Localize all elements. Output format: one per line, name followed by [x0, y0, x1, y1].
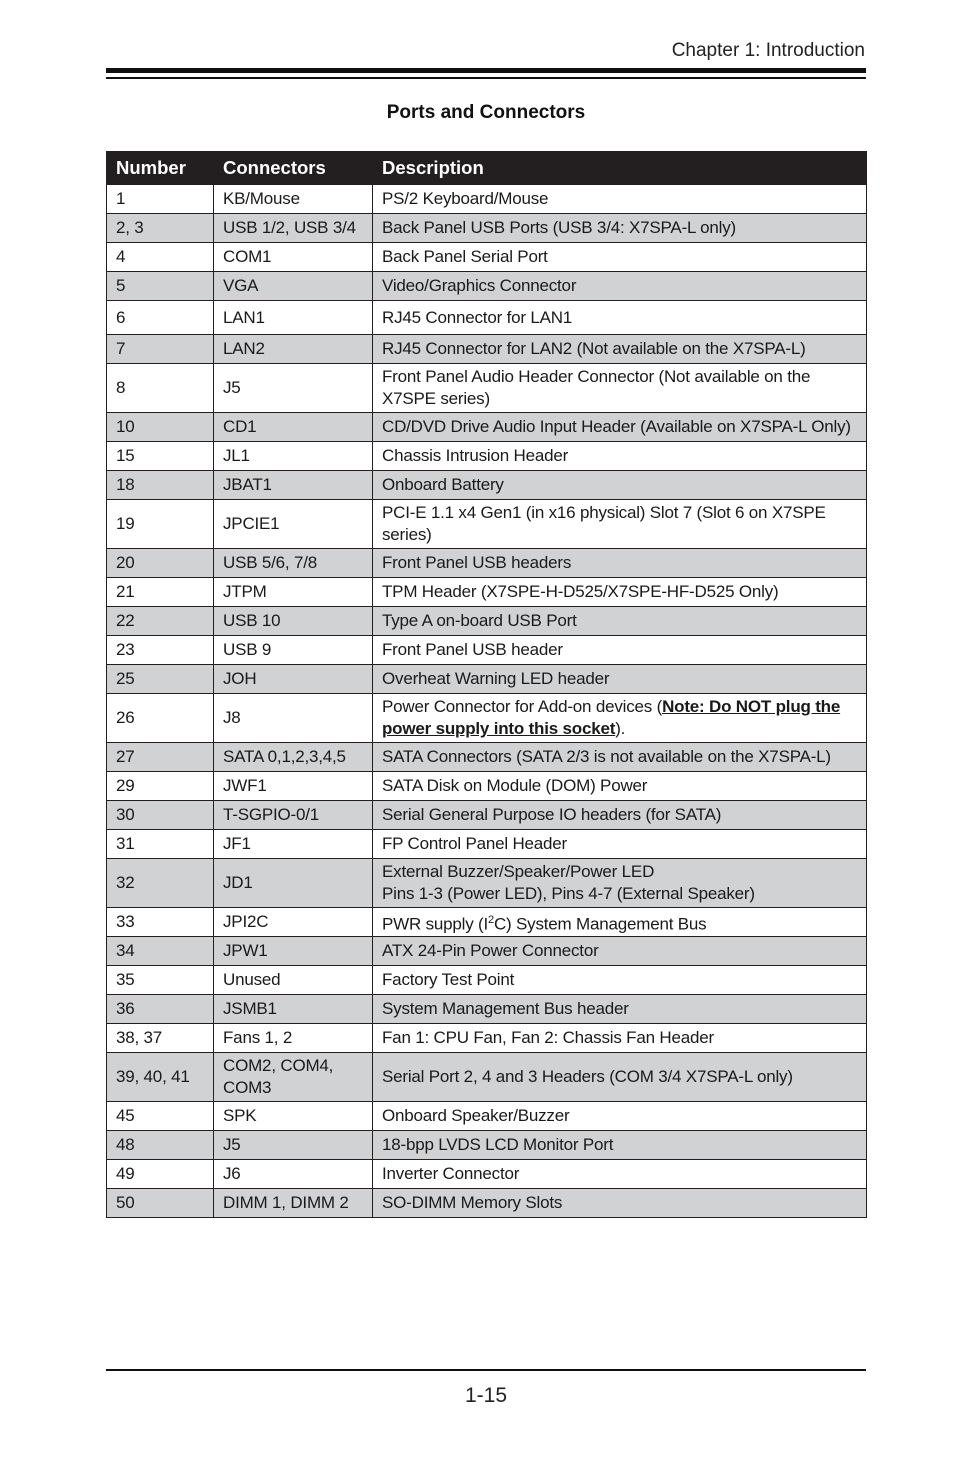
cell-number: 8 — [107, 364, 214, 413]
cell-description: Chassis Intrusion Header — [373, 442, 867, 471]
table-row — [107, 413, 867, 442]
cell-description: PCI-E 1.1 x4 Gen1 (in x16 physical) Slot 7 (Slot 6 on X7SPE series) — [373, 500, 867, 549]
cell-number: 50 — [107, 1189, 214, 1218]
cell-connector: JWF1 — [214, 772, 373, 801]
table-row — [107, 966, 867, 995]
cell-description — [373, 908, 867, 937]
table-row — [107, 442, 867, 471]
cell-description: Onboard Speaker/Buzzer — [373, 1102, 867, 1131]
cell-description: Back Panel Serial Port — [373, 243, 867, 272]
table-row — [107, 364, 867, 413]
cell-description: Type A on-board USB Port — [373, 607, 867, 636]
cell-connector: USB 10 — [214, 607, 373, 636]
cell-number: 25 — [107, 665, 214, 694]
cell-number: 7 — [107, 335, 214, 364]
superscript: 2 — [488, 913, 494, 926]
cell-number: 15 — [107, 442, 214, 471]
cell-number: 20 — [107, 549, 214, 578]
cell-description: SATA Disk on Module (DOM) Power — [373, 772, 867, 801]
cell-number: 34 — [107, 937, 214, 966]
table-row — [107, 859, 867, 908]
cell-description: Back Panel USB Ports (USB 3/4: X7SPA-L only) — [373, 214, 867, 243]
cell-number: 38, 37 — [107, 1024, 214, 1053]
cell-description: RJ45 Connector for LAN1 — [373, 301, 867, 335]
cell-number: 35 — [107, 966, 214, 995]
table-row — [107, 1053, 867, 1102]
cell-number: 48 — [107, 1131, 214, 1160]
cell-description: Factory Test Point — [373, 966, 867, 995]
cell-connector: JBAT1 — [214, 471, 373, 500]
cell-connector: JPI2C — [214, 908, 373, 937]
table-row — [107, 1102, 867, 1131]
cell-connector: LAN2 — [214, 335, 373, 364]
table-row — [107, 636, 867, 665]
cell-connector: USB 1/2, USB 3/4 — [214, 214, 373, 243]
cell-connector: J5 — [214, 364, 373, 413]
cell-connector: LAN1 — [214, 301, 373, 335]
cell-number: 21 — [107, 578, 214, 607]
cell-description — [373, 859, 867, 908]
column-header-connectors: Connectors — [214, 152, 373, 185]
description-line: External Buzzer/Speaker/Power LED — [382, 862, 655, 881]
table-row — [107, 272, 867, 301]
cell-connector: T-SGPIO-0/1 — [214, 801, 373, 830]
page-number: 1-15 — [464, 1384, 508, 1407]
cell-number: 30 — [107, 801, 214, 830]
cell-connector: JPW1 — [214, 937, 373, 966]
cell-description: Inverter Connector — [373, 1160, 867, 1189]
table-row — [107, 772, 867, 801]
cell-number: 19 — [107, 500, 214, 549]
cell-number: 29 — [107, 772, 214, 801]
cell-description: Onboard Battery — [373, 471, 867, 500]
cell-description: Serial Port 2, 4 and 3 Headers (COM 3/4 X7SPA-L only) — [373, 1053, 867, 1102]
cell-description — [373, 694, 867, 743]
cell-connector: SATA 0,1,2,3,4,5 — [214, 743, 373, 772]
cell-connector: J8 — [214, 694, 373, 743]
cell-description: ATX 24-Pin Power Connector — [373, 937, 867, 966]
footer-rule — [106, 1369, 866, 1371]
cell-connector: KB/Mouse — [214, 185, 373, 214]
cell-number: 31 — [107, 830, 214, 859]
table-row — [107, 694, 867, 743]
cell-connector: DIMM 1, DIMM 2 — [214, 1189, 373, 1218]
warning-note: Note: Do NOT plug the power supply into this socket — [382, 697, 841, 738]
cell-connector: JOH — [214, 665, 373, 694]
description-text: ). — [615, 719, 626, 738]
cell-description: Overheat Warning LED header — [373, 665, 867, 694]
table-row — [107, 1131, 867, 1160]
cell-connector: JD1 — [214, 859, 373, 908]
cell-connector: COM2, COM4, COM3 — [214, 1053, 373, 1102]
cell-connector: J6 — [214, 1160, 373, 1189]
cell-description: Serial General Purpose IO headers (for SATA) — [373, 801, 867, 830]
cell-connector: Unused — [214, 966, 373, 995]
description-text: Power Connector for Add-on devices ( — [382, 697, 663, 716]
cell-number: 45 — [107, 1102, 214, 1131]
header-rule-thin — [106, 77, 866, 79]
cell-number: 22 — [107, 607, 214, 636]
cell-number: 32 — [107, 859, 214, 908]
cell-number: 18 — [107, 471, 214, 500]
cell-number: 27 — [107, 743, 214, 772]
cell-number: 5 — [107, 272, 214, 301]
table-title: Ports and Connectors — [386, 102, 586, 123]
table-header-row — [107, 152, 867, 185]
cell-number: 10 — [107, 413, 214, 442]
description-text: C) System Management Bus — [493, 914, 707, 934]
cell-connector: USB 5/6, 7/8 — [214, 549, 373, 578]
table-row — [107, 801, 867, 830]
table-row — [107, 549, 867, 578]
cell-connector: SPK — [214, 1102, 373, 1131]
cell-connector: CD1 — [214, 413, 373, 442]
cell-description: RJ45 Connector for LAN2 (Not available on the X7SPA-L) — [373, 335, 867, 364]
cell-number: 49 — [107, 1160, 214, 1189]
cell-description: FP Control Panel Header — [373, 830, 867, 859]
cell-connector: Fans 1, 2 — [214, 1024, 373, 1053]
description-text: PWR supply (I — [382, 914, 489, 934]
table-row — [107, 214, 867, 243]
table-row — [107, 937, 867, 966]
cell-description: Fan 1: CPU Fan, Fan 2: Chassis Fan Header — [373, 1024, 867, 1053]
table-row — [107, 995, 867, 1024]
cell-connector: COM1 — [214, 243, 373, 272]
cell-description: PS/2 Keyboard/Mouse — [373, 185, 867, 214]
ports-connectors-table — [106, 151, 867, 1218]
chapter-heading: Chapter 1: Introduction — [671, 40, 865, 61]
cell-description: SO-DIMM Memory Slots — [373, 1189, 867, 1218]
cell-description: CD/DVD Drive Audio Input Header (Available on X7SPA-L Only) — [373, 413, 867, 442]
cell-number: 6 — [107, 301, 214, 335]
table-row — [107, 1024, 867, 1053]
cell-connector: JL1 — [214, 442, 373, 471]
cell-description: Front Panel USB headers — [373, 549, 867, 578]
cell-connector: JPCIE1 — [214, 500, 373, 549]
cell-description: 18-bpp LVDS LCD Monitor Port — [373, 1131, 867, 1160]
table-row — [107, 607, 867, 636]
table-row — [107, 908, 867, 937]
table-row — [107, 1160, 867, 1189]
cell-connector: USB 9 — [214, 636, 373, 665]
cell-description: Video/Graphics Connector — [373, 272, 867, 301]
table-row — [107, 301, 867, 335]
cell-description: TPM Header (X7SPE-H-D525/X7SPE-HF-D525 Only) — [373, 578, 867, 607]
table-row — [107, 830, 867, 859]
column-header-number: Number — [107, 152, 214, 185]
cell-number: 1 — [107, 185, 214, 214]
cell-connector: VGA — [214, 272, 373, 301]
table-row — [107, 1189, 867, 1218]
table-row — [107, 335, 867, 364]
description-line: Pins 1-3 (Power LED), Pins 4-7 (External Speaker) — [382, 884, 755, 903]
table-row — [107, 185, 867, 214]
column-header-description: Description — [373, 152, 867, 185]
cell-description: SATA Connectors (SATA 2/3 is not available on the X7SPA-L) — [373, 743, 867, 772]
table-row — [107, 743, 867, 772]
cell-number: 2, 3 — [107, 214, 214, 243]
header-rule-thick — [106, 68, 866, 73]
cell-number: 4 — [107, 243, 214, 272]
cell-number: 36 — [107, 995, 214, 1024]
cell-connector: JF1 — [214, 830, 373, 859]
table-row — [107, 243, 867, 272]
cell-number: 26 — [107, 694, 214, 743]
cell-connector: J5 — [214, 1131, 373, 1160]
table-row — [107, 578, 867, 607]
cell-description: System Management Bus header — [373, 995, 867, 1024]
table-row — [107, 471, 867, 500]
cell-description: Front Panel Audio Header Connector (Not available on the X7SPE series) — [373, 364, 867, 413]
cell-number: 23 — [107, 636, 214, 665]
cell-connector: JSMB1 — [214, 995, 373, 1024]
cell-number: 33 — [107, 908, 214, 937]
table-row — [107, 500, 867, 549]
cell-description: Front Panel USB header — [373, 636, 867, 665]
table-row — [107, 665, 867, 694]
cell-number: 39, 40, 41 — [107, 1053, 214, 1102]
cell-connector: JTPM — [214, 578, 373, 607]
